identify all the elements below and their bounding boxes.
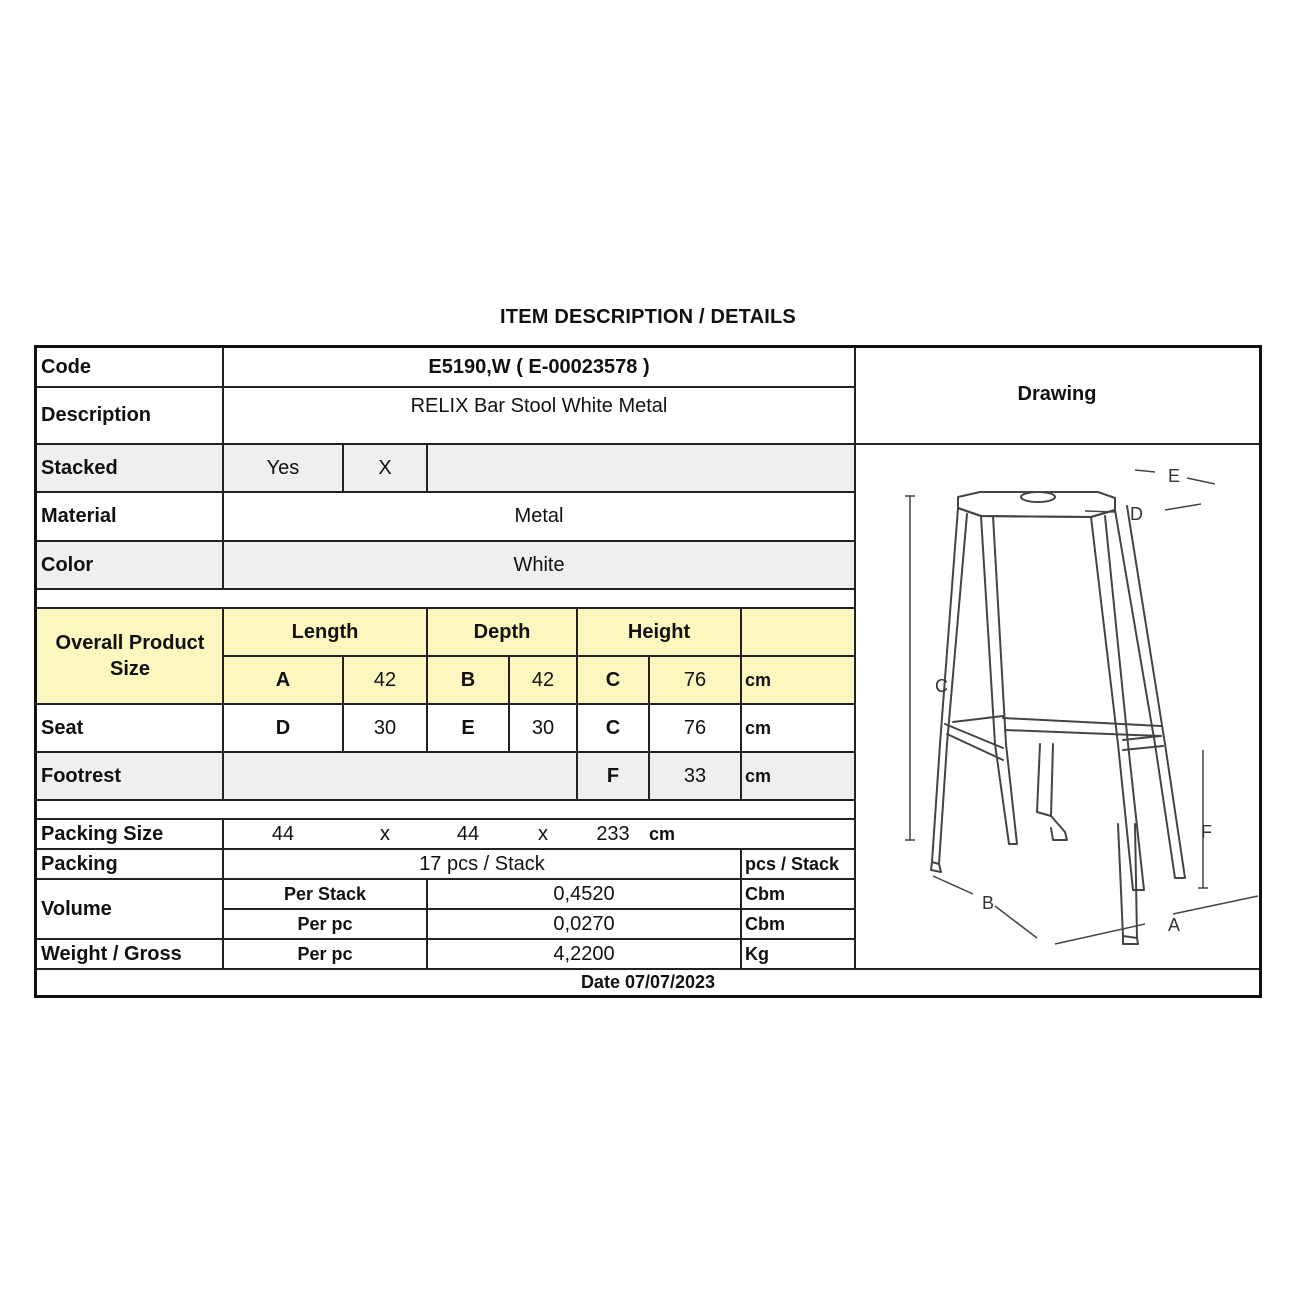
packing-size-x1: x xyxy=(380,822,390,845)
grid-line xyxy=(222,819,224,969)
weight-label: Weight / Gross xyxy=(41,942,182,965)
seat-c: C xyxy=(605,716,621,739)
grid-line xyxy=(37,588,855,590)
seat-unit: cm xyxy=(745,717,772,738)
seat-d: D xyxy=(275,716,291,739)
packing-size-label: Packing Size xyxy=(41,822,164,845)
height-header: Height xyxy=(627,620,691,643)
packing-size-unit: cm xyxy=(649,823,676,844)
footrest-f: F xyxy=(606,764,620,787)
volume-per-pc-value: 0,0270 xyxy=(553,912,615,935)
packing-size-height: 233 xyxy=(596,822,630,845)
packing-size-width: 44 xyxy=(456,822,480,845)
seat-e: E xyxy=(461,716,475,739)
grid-line xyxy=(37,540,855,542)
color-value: White xyxy=(513,553,565,576)
overall-b: B xyxy=(460,668,476,691)
material-value: Metal xyxy=(514,505,564,527)
grid-line xyxy=(37,491,855,493)
grid-line xyxy=(576,608,578,800)
dimension-letter-a: A xyxy=(1168,915,1181,935)
drawing-label: Drawing xyxy=(1017,382,1097,405)
volume-per-stack-value: 0,4520 xyxy=(553,882,615,905)
weight-unit: Kg xyxy=(745,943,769,964)
depth-header: Depth xyxy=(473,620,531,643)
grid-line xyxy=(740,849,742,969)
grid-line xyxy=(37,607,855,609)
length-header: Length xyxy=(291,620,359,643)
stacked-mark: X xyxy=(378,456,392,479)
grid-line xyxy=(37,968,1259,970)
color-label: Color xyxy=(41,553,94,576)
page-title: ITEM DESCRIPTION / DETAILS xyxy=(500,306,796,328)
grid-line xyxy=(37,848,855,850)
grid-line xyxy=(222,348,224,589)
grid-line xyxy=(648,656,650,800)
grid-line xyxy=(37,386,855,388)
overall-c: C xyxy=(605,668,621,691)
overall-a-value: 42 xyxy=(373,668,397,691)
grid-line xyxy=(223,908,855,910)
code-value: E5190,W ( E-00023578 ) xyxy=(428,356,650,378)
footrest-f-value: 33 xyxy=(683,764,707,787)
description-label: Description xyxy=(41,404,152,426)
grid-line xyxy=(342,656,344,752)
grid-line xyxy=(426,608,428,752)
weight-per-pc-label: Per pc xyxy=(297,943,353,964)
grid-line xyxy=(740,608,742,800)
footrest-label: Footrest xyxy=(41,764,121,787)
overall-c-value: 76 xyxy=(683,668,707,691)
overall-label: Overall Product Size xyxy=(55,632,205,680)
stacked-yes: Yes xyxy=(266,456,300,479)
grid-line xyxy=(37,878,855,880)
volume-per-pc-unit: Cbm xyxy=(745,913,785,934)
grid-line xyxy=(342,444,344,492)
footrest-unit: cm xyxy=(745,765,772,786)
seat-label: Seat xyxy=(41,716,84,739)
grid-line xyxy=(508,656,510,752)
grid-line xyxy=(37,799,855,801)
overall-unit: cm xyxy=(745,669,772,690)
grid-line xyxy=(222,608,224,800)
grid-line xyxy=(37,751,855,753)
grid-line xyxy=(37,818,855,820)
grid-line xyxy=(37,703,855,705)
dimension-letter-f: F xyxy=(1201,822,1212,842)
bar-stool-drawing xyxy=(855,444,1259,968)
packing-size-x2: x xyxy=(538,822,548,845)
seat-c-value: 76 xyxy=(683,716,707,739)
dimension-letter-b: B xyxy=(982,893,995,913)
grid-line xyxy=(37,938,855,940)
overall-b-value: 42 xyxy=(531,668,555,691)
volume-per-stack-label: Per Stack xyxy=(283,883,367,904)
stacked-label: Stacked xyxy=(41,456,118,479)
grid-line xyxy=(426,444,428,492)
overall-a: A xyxy=(275,668,291,691)
seat-d-value: 30 xyxy=(373,716,397,739)
packing-label: Packing xyxy=(41,852,118,875)
date-footer: Date 07/07/2023 xyxy=(580,971,716,992)
packing-unit: pcs / Stack xyxy=(745,853,840,874)
code-label: Code xyxy=(41,356,91,378)
weight-value: 4,2200 xyxy=(553,942,615,965)
grid-line xyxy=(223,655,855,657)
volume-label: Volume xyxy=(41,897,112,920)
volume-per-stack-unit: Cbm xyxy=(745,883,785,904)
dimension-letter-e: E xyxy=(1168,466,1181,486)
dimension-letter-c: C xyxy=(935,676,948,696)
seat-e-value: 30 xyxy=(531,716,555,739)
description-value: RELIX Bar Stool White Metal xyxy=(410,395,668,417)
packing-size-length: 44 xyxy=(271,822,295,845)
grid-line xyxy=(426,879,428,969)
spec-table xyxy=(34,345,1262,998)
packing-value: 17 pcs / Stack xyxy=(419,852,545,875)
volume-per-pc-label: Per pc xyxy=(297,913,353,934)
dimension-letter-d: D xyxy=(1130,504,1143,524)
material-label: Material xyxy=(41,505,117,527)
